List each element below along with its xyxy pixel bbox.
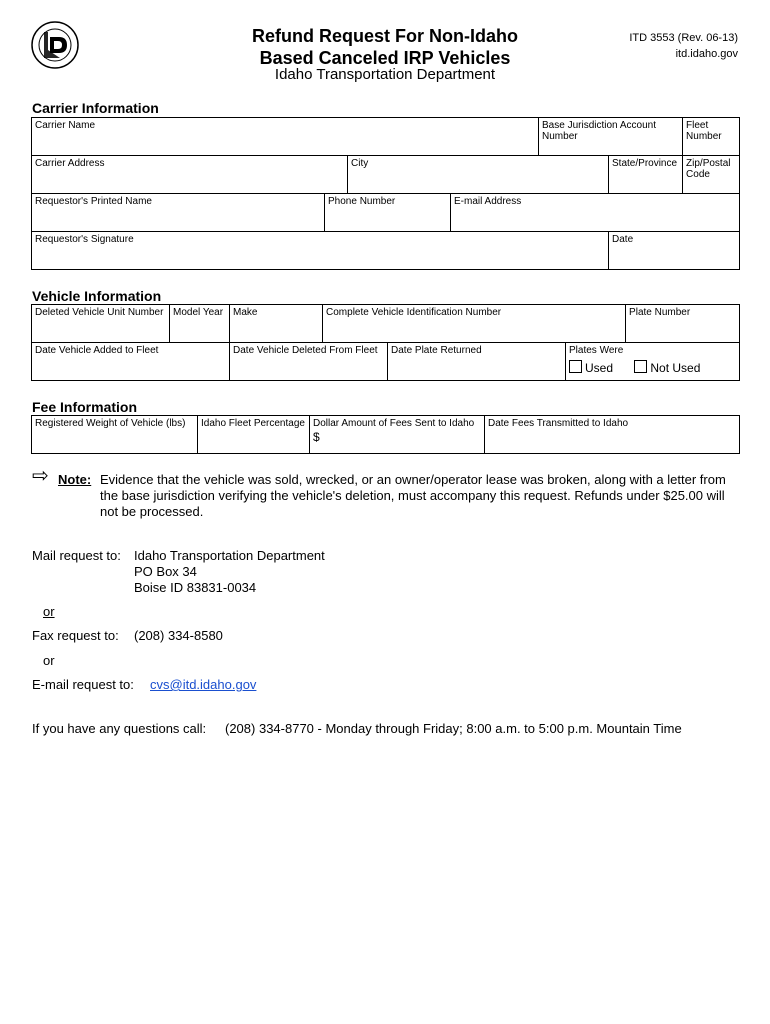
percentage-label: Idaho Fleet Percentage	[201, 418, 305, 429]
used-checkbox-box[interactable]	[569, 360, 582, 373]
carrier-table	[31, 117, 740, 270]
date-returned-label: Date Plate Returned	[391, 345, 482, 356]
form-revision: ITD 3553 (Rev. 06-13)	[629, 32, 738, 44]
signature-field[interactable]	[32, 232, 609, 270]
make-label: Make	[233, 307, 258, 318]
model-year-label: Model Year	[173, 307, 224, 318]
requestor-name-field[interactable]	[32, 194, 325, 232]
fax-number: (208) 334-8580	[134, 628, 223, 643]
make-field[interactable]	[230, 305, 323, 343]
questions-text: (208) 334-8770 - Monday through Friday; 8:00 a.m. to 5:00 p.m. Mountain Time	[225, 721, 682, 736]
itd-logo	[30, 20, 80, 70]
fleet-number-field[interactable]	[683, 118, 740, 156]
mail-line-3: Boise ID 83831-0034	[134, 580, 257, 595]
state-field[interactable]	[609, 156, 683, 194]
email-label: E-mail Address	[454, 196, 522, 207]
state-label: State/Province	[612, 158, 678, 169]
dollar-amount-label: Dollar Amount of Fees Sent to Idaho	[313, 418, 475, 429]
date-added-field[interactable]	[32, 343, 230, 381]
carrier-name-label: Carrier Name	[35, 120, 96, 131]
zip-label: Zip/Postal Code	[686, 158, 731, 180]
vehicle-table	[31, 304, 740, 381]
note-line-3: not be processed.	[100, 504, 204, 519]
date-transmitted-label: Date Fees Transmitted to Idaho	[488, 418, 629, 429]
base-account-label: Base Jurisdiction Account Number	[542, 120, 656, 142]
date-deleted-field[interactable]	[230, 343, 388, 381]
used-checkbox[interactable]	[569, 361, 613, 375]
unit-number-field[interactable]	[32, 305, 170, 343]
plate-number-label: Plate Number	[629, 307, 691, 318]
form-number	[560, 30, 738, 62]
email-field[interactable]	[451, 194, 740, 232]
fee-heading: Fee Information	[32, 399, 138, 415]
carrier-heading: Carrier Information	[32, 100, 159, 116]
date-label: Date	[612, 234, 634, 245]
carrier-address-field[interactable]	[32, 156, 348, 194]
vin-field[interactable]	[323, 305, 626, 343]
note-line-2: the base jurisdiction verifying the vehicle's deletion, must accompany this request. Refunds under $25.00 will	[100, 488, 725, 503]
questions-label: If you have any questions call:	[32, 721, 207, 736]
or-separator-2: or	[43, 653, 55, 668]
dollar-sign: $	[313, 430, 320, 444]
city-field[interactable]	[348, 156, 609, 194]
note-label: Note:	[58, 472, 92, 487]
carrier-address-label: Carrier Address	[35, 158, 105, 169]
used-label: Used	[585, 361, 614, 375]
date-returned-field[interactable]	[388, 343, 566, 381]
not-used-label: Not Used	[650, 361, 701, 375]
carrier-name-field[interactable]	[32, 118, 539, 156]
date-deleted-label: Date Vehicle Deleted From Fleet	[233, 345, 378, 356]
fee-table	[31, 415, 740, 454]
dollar-amount-field[interactable]	[310, 416, 485, 454]
plate-number-field[interactable]	[626, 305, 740, 343]
percentage-field[interactable]	[198, 416, 310, 454]
form-title	[200, 25, 570, 69]
requestor-name-label: Requestor's Printed Name	[35, 196, 152, 207]
date-field[interactable]	[609, 232, 740, 270]
phone-field[interactable]	[325, 194, 451, 232]
title-line-1: Refund Request For Non-Idaho	[252, 26, 518, 46]
or-separator-1: or	[43, 604, 55, 619]
note-text	[100, 472, 750, 520]
date-added-label: Date Vehicle Added to Fleet	[35, 345, 159, 356]
mail-line-2: PO Box 34	[134, 564, 197, 579]
phone-label: Phone Number	[328, 196, 396, 207]
note-line-1: Evidence that the vehicle was sold, wrecked, or an owner/operator lease was broken, along with a letter from	[100, 472, 726, 487]
zip-field[interactable]	[683, 156, 740, 194]
email-link[interactable]: cvs@itd.idaho.gov	[150, 677, 257, 692]
city-label: City	[351, 158, 369, 169]
plates-were-field	[566, 343, 740, 381]
email-request-label: E-mail request to:	[32, 677, 134, 692]
fleet-number-label: Fleet Number	[686, 120, 722, 142]
not-used-checkbox-box[interactable]	[634, 360, 647, 373]
model-year-field[interactable]	[170, 305, 230, 343]
weight-field[interactable]	[32, 416, 198, 454]
unit-number-label: Deleted Vehicle Unit Number	[35, 307, 164, 318]
signature-label: Requestor's Signature	[35, 234, 134, 245]
mail-line-1: Idaho Transportation Department	[134, 548, 325, 563]
department-name: Idaho Transportation Department	[274, 66, 496, 83]
fax-label: Fax request to:	[32, 628, 119, 643]
mail-label: Mail request to:	[32, 548, 121, 563]
title-line-2: Based Canceled IRP Vehicles	[259, 48, 511, 68]
vehicle-heading: Vehicle Information	[32, 288, 162, 304]
base-account-field[interactable]	[539, 118, 683, 156]
note-arrow-icon: ⇨	[32, 465, 49, 487]
weight-label: Registered Weight of Vehicle (lbs)	[35, 418, 186, 429]
not-used-checkbox[interactable]	[634, 361, 700, 375]
plates-were-label: Plates Were	[569, 345, 624, 356]
mail-address	[134, 548, 325, 596]
vin-label: Complete Vehicle Identification Number	[326, 307, 502, 318]
website: itd.idaho.gov	[675, 48, 738, 60]
date-transmitted-field[interactable]	[485, 416, 740, 454]
